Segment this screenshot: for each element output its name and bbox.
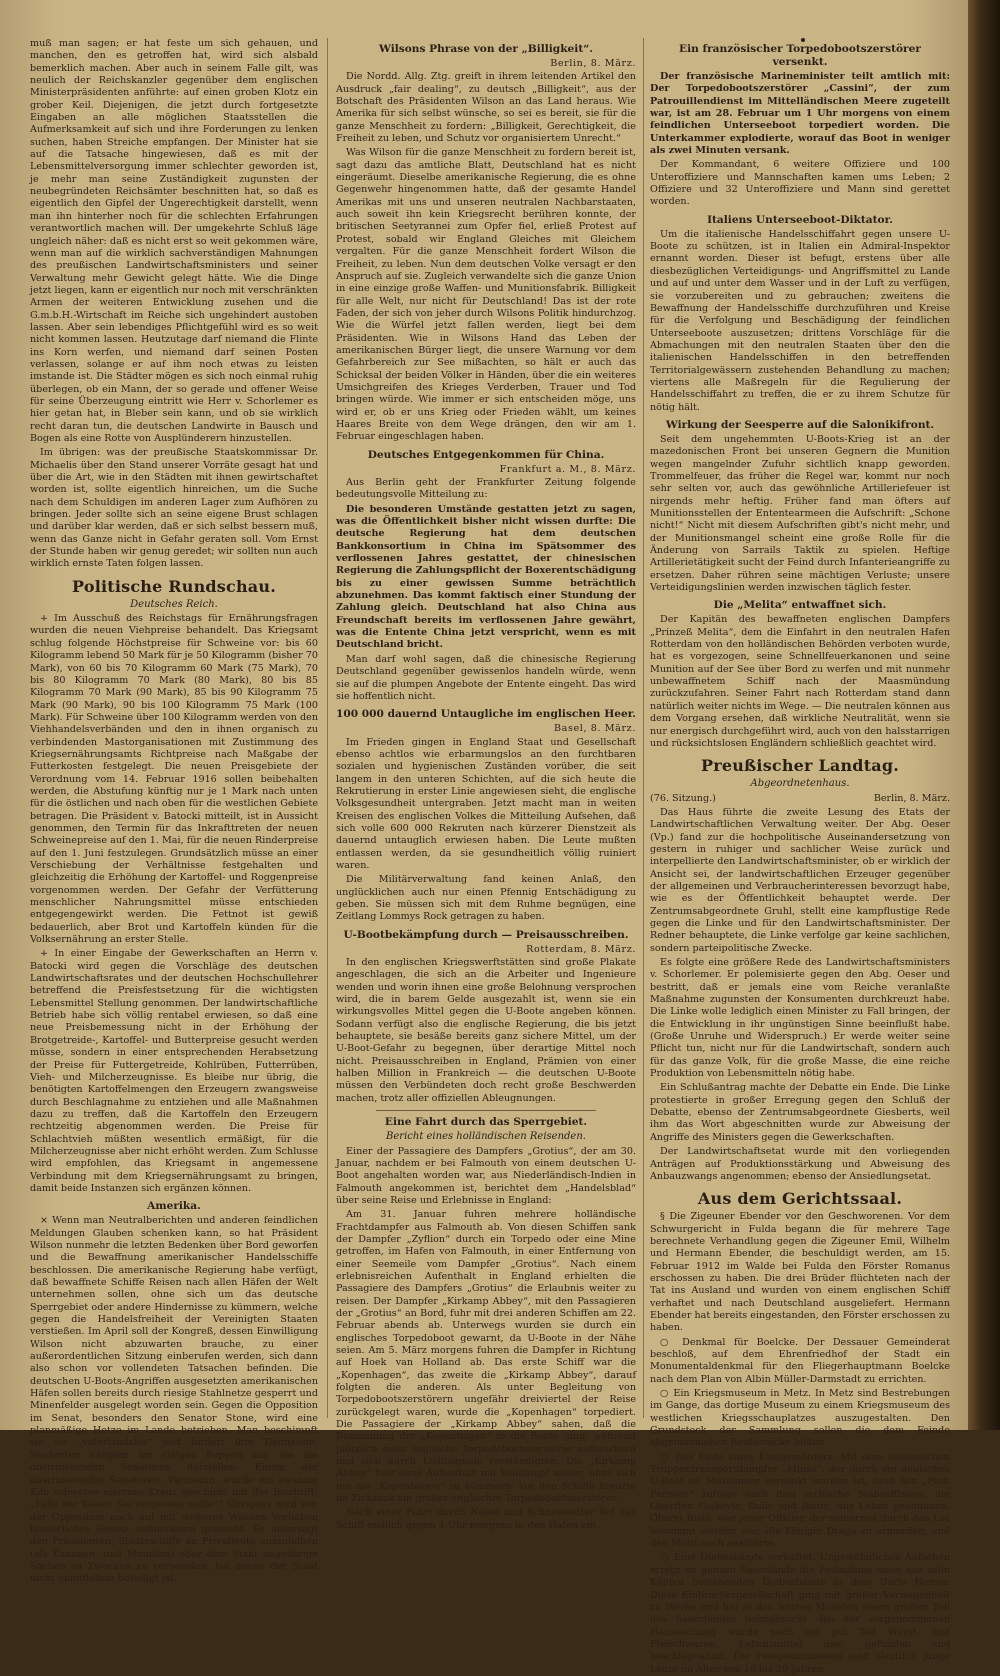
book-binding [968,0,1000,1430]
headline-zerstoerer: Ein französischer Torpedobootszerstörer versenkt. [679,43,921,68]
article-paragraph: Aus Berlin geht der Frankfurter Zeitung folgende bedeutungsvolle Mitteilung zu: [336,477,636,501]
dateline: Basel, 8. März. [554,723,636,735]
column-right [650,38,950,1675]
headline-melita: Die „Melita“ entwaffnet sich. [713,599,887,612]
article-paragraph: Der Kapitän des bewaffneten englischen Dampfers „Prinzeß Melita“, dem die Einfahrt in den neutralen Hafen Rotterdam von den holländischen Behörden verboten wurde, hat es vorgezogen, seine Schnellfeuerkanonen und seine Munition auf der See über Bord zu werfen und mit nunmehr unbewaffnetem Schiff nach der Maasmündung zurückzufahren. Seiner Fahrt nach Rotterdam stand dann natürlich weiter nichts im Wege. — Die neutralen können aus dem Vorgang ersehen, daß wirkliche Neutralität, wenn sie nur energisch durchgeführt wird, auch von den halsstarrigen und rücksichtslosen Engländern schließlich geachtet wird. [650,614,950,749]
section-title-gerichtssaal: Aus dem Gerichtssaal. [697,1189,903,1209]
article-paragraph: Der Kommandant, 6 weitere Offiziere und 100 Unteroffiziere und Mannschaften kamen ums Leben; 2 Offiziere und 32 Unteroffiziere und Mann sind gerettet worden. [650,159,950,208]
subsection-title-amerika: Amerika. [147,1200,201,1213]
session-number: (76. Sitzung.) [650,792,716,804]
dateline: Berlin, 8. März. [550,58,636,69]
article-paragraph: Die besonderen Umstände gestatten jetzt zu sagen, was die Öffentlichkeit bisher nicht wissen durfte: Die deutsche Regierung hat dem deutschen Bankkonsortium in China im Spätsommer des verflossenen Jahres gestattet, der chinesischen Regierung die Zahlungspflicht der Boxerentschädigung bis zu einer gewissen Summe beträchtlich abzunehmen. Das kommt faktisch einer Stundung der Zahlung gleich. Deutschland hat also China aus Freundschaft bereits im verflossenen Jahre gewährt, was die Entente China jetzt verspricht, wenn es mit Deutschland bricht. [336,503,636,651]
article-paragraph: Die Militärverwaltung fand keinen Anlaß, den unglücklichen auch nur einen Pfennig Entschädigung zu geben. Sie müssen sich mit dem Ruhme begnügen, eine Zeitlang Lommys Rock getragen zu haben. [336,874,636,923]
article-lead: Der französische Marineminister teilt amtlich mit: Der Torpedobootszerstörer „Cassini“, der zum Patrouillendienst im Mittelländischen Meere zugeteilt war, ist am 28. Februar um 1 Uhr morgens von einem feindlichen Unterseeboot torpediert worden. Die Unterkammer explodierte, worauf das Boot in weniger als zwei Minuten versank. [650,71,950,157]
article-paragraph: ○ Das Ende eines Königsmörders. Mit dem italienischen Truppentransportdampfer „Minas“, der durch ein deutsches U-Boot im Mittelmeer versenkt worden ist, fand den „Petit Parisien“ zufolge auch drei serbische Stabsoffiziere, die Oberften Gojkovic, Dulic und Ristic, uns Leben gekommen. Oberst Ristic war jener Offizier, der seinerzeit durch das Los bestimmt worden war, die Königin Draga zu ermorden, und den Mord auch ausführte. [650,1451,950,1550]
dateline: Rotterdam, 8. März. [526,943,636,955]
column-left [30,38,318,1585]
section-title-landtag: Preußischer Landtag. [700,756,900,776]
headline-wilson: Wilsons Phrase von der „Billigkeit“. [378,43,593,55]
column-rule [643,38,644,1418]
article-paragraph: + In einer Eingabe der Gewerkschaften an Herrn v. Batocki wird gegen die Vorschläge des deutschen Landwirtschaftsrates und der deutschen Hochschullehrer betreffend die Preisfestsetzung für die wichtigsten Lebensmittel Stellung genommen. Der landwirtschaftliche Betrieb habe sich völlig rentabel erwiesen, so daß eine neue Preisbemessung nicht in der Erhöhung der Brotgetreide-, Kartoffel- und Butterpreise gesucht werden müsse, sondern in einer entsprechenden Herabsetzung der Preise für Futtergetreide, Kohlrüben, Futterrüben, Vieh- und Milcherzeugnisse. Es bleibe nur übrig, die benötigten Kartoffelmengen den Erzeugern zwangsweise durch Beschlagnahme zu entziehen und alle Maßnahmen dazu zu treffen, daß die Kartoffeln den Erzeugern rechtzeitig abgenommen werden. Die Preise für Schlachtvieh müßten wesentlich ermäßigt, für die Milcherzeugnisse aber nicht erhöht werden. Zum Schlusse wird empfohlen, das Kriegsamt in angemessene Verbindung mit dem Kriegsernährungsamt zu bringen, damit beide Instanzen sich ergänzen können. [30,948,318,1194]
article-paragraph: In den englischen Kriegswerftstätten sind große Plakate angeschlagen, die sich an die Arbeiter und Ingenieure wenden und worin ihnen eine große Belohnung versprochen wird, die in barem Gelde ausgezahlt ist, wenn sie ein wirkungsvolles Mittel gegen die U-Boote angeben können. Sodann verfügt also die englische Regierung, die bis jetzt behauptete, sie besäße bereits ganz sichere Mittel, um der U-Boot-Gefahr zu begegnen, über derartige Mittel noch nicht. Preisausschreiben in England, Prämien von einer halben Million in Frankreich — die deutschen U-Boote müssen den Verbündeten doch recht große Beschwerden machen, trotz aller offiziellen Ableugnungen. [336,957,636,1104]
session-line [650,793,950,805]
article-paragraph: Es folgte eine größere Rede des Landwirtschaftsministers v. Schorlemer. Er polemisierte gegen den Abg. Oeser und bestritt, daß er jemals eine vom Reiche veranlaßte Maßnahme zugunsten der Konsumenten durchkreuzt habe. Die Linke wolle lediglich einen Minister zu Fall bringen, der die Entwicklung in ihr ungünstigen Sinne beeinflußt habe. (Große Unruhe und Widerspruch.) Er werde weiter seine Pflicht tun, nicht nur für die Landwirtschaft, sondern auch für das ganze Volk, für die große Masse, die eine reiche Produktion von Lebensmitteln nötig habe. [650,957,950,1080]
article-paragraph: Im übrigen: was der preußische Staatskommissar Dr. Michaelis über den Stand unserer Vorräte gesagt hat und über die Art, wie in den Städten mit ihnen gewirtschaftet worden ist, sollte eigentlich hinreichen, um die Suche nach dem Schuldigen im anderen Lager zum Aufhören zu bringen. Jeder sollte sich an seine eigene Brust schlagen und darüber klar werden, daß er sich selbst bessern muß, wenn das Ganze nicht in Gefahr geraten soll. Vom Ernst der Stunde haben wir genug geredet; wir sollten nun auch wirklich ernste Taten folgen lassen. [30,447,318,570]
article-paragraph: Was Wilson für die ganze Menschheit zu fordern bereit ist, sagt dazu das amtliche Blatt, Deutschland hat es nicht eingeräumt. Dieselbe amerikanische Regierung, die es ohne Gegenwehr hingenommen hatte, daß der gesamte Handel Amerikas mit uns und unseren neutralen Nachbarstaaten, auch soweit ihn kein Kriegsrecht berühren konnte, der britischen Seetyrannei zum Opfer fiel, erließ Protest auf Protest, sobald wir England Gleiches mit Gleichem vergalten. Für die ganze Menschheit fordert Wilson die Freiheit, zu leben. Nun dem deutschen Volke versagt er den Anspruch auf sie. Zugleich verwandelte sich die ganze Union in eine einzige große Waffen- und Munitionsfabrik. Billigkeit für alle Welt, nur nicht für Deutschland! Das ist der rote Faden, der sich von jeher durch Wilsons Politik hindurchzog. Wie die Würfel jetzt fallen werden, liegt bei dem Präsidenten. Wie in Wilsons Hand das Leben der amerikanischen Bürger liegt, die unsere Warnung vor dem Gefahrbereich zur See mißachten, so hält er auch das Schicksal der beiden Völker in Händen, über die ein weiteres Umsichgreifen des Krieges Verderben, Trauer und Tod bringen würde. Wie immer er sich entscheiden möge, uns wird er, ob er uns Krieg oder Frieden wählt, um keines Haares Breite von dem Wege drängen, den wir am 1. Februar eingeschlagen haben. [336,147,636,443]
column-rule [327,38,328,1418]
headline-china: Deutsches Entgegenkommen für China. [367,448,605,461]
headline-italien: Italiens Unterseeboot-Diktator. [707,213,893,226]
article-subtitle: Bericht eines holländischen Reisenden. [386,1131,586,1143]
dateline: Frankfurt a. M., 8. März. [499,463,636,475]
headline-uboot: U-Bootbekämpfung durch — Preisausschreiben. [343,928,629,941]
article-paragraph: § Die Zigeuner Ebender vor den Geschworenen. Vor dem Schwurgericht in Fulda begann die für mehrere Tage berechnete Verhandlung gegen die Zigeuner Emil, Wilhelm und Hermann Ebender, die beschuldigt werden, am 15. Februar 1912 im Walde bei Fulda den Förster Romanus erschossen zu haben. Die drei Brüder flüchteten nach der Tat ins Ausland und wurden von einem englischen Schiff verhaftet und nach Deutschland ausgeliefert. Hermann Ebender hat bereits eingestanden, den Förster erschossen zu haben. [650,1211,950,1334]
article-paragraph: muß man sagen; er hat feste um sich gehauen, und manchen, den es getroffen hat, wird sich alsbald bemerklich machen. Aber auch in seinem Falle gilt, was neulich der Reichskanzler gegenüber dem englischen Ministerpräsidenten anführte: auf einen groben Klotz ein grober Keil. Diejenigen, die jetzt durch fortgesetzte Eingaben an alle möglichen Staatsstellen die Aufmerksamkeit auf sich und ihre Forderungen zu lenken suchen, haben Streiche empfangen. Der Minister hat sie auf die Tatsache hingewiesen, daß es mit der Lebensmittelversorgung immer schlechter geworden ist, je mehr man seine Zuständigkeit zugunsten der neubegründeten Reichsämter beschnitten hat, so daß es eigentlich den Gipfel der Ungerechtigkeit darstellt, wenn man ihn hinterher noch für die schlechten Erfahrungen verantwortlich machen will. Der umgekehrte Schluß läge ungleich näher: daß es nicht erst so weit gekommen wäre, wenn man auf die wirklich sachverständigen Mahnungen des preußischen Landwirtschaftsministers und seiner Verwaltung mehr Gewicht gelegt hätte. Wie die Dinge jetzt liegen, kann er eigentlich nur noch mit verschränkten Armen der weiteren Entwicklung zusehen und die G.m.b.H.-Wirtschaft im Reiche sich ungehindert austoben lassen. Aber sein lebendiges Pflichtgefühl wird es so weit nicht kommen lassen. Heutzutage darf niemand die Flinte ins Korn werfen, und niemand darf seinen Posten verlassen, solange er auf ihm noch etwas zu leisten imstande ist. Die Städter mögen es sich noch einmal ruhig überlegen, ob ein Mann, der so gerade und offener Weise für seine Überzeugung eintritt wie Herr v. Schorlemer es hier getan hat, in Bleber sein kann, und ob sie wirklich recht daran tun, die deutschen Landwirte in Bausch und Bogen als eine Rotte von Ausplünderern hinzustellen. [30,38,318,444]
article-paragraph: Einer der Passagiere des Dampfers „Grotius“, der am 30. Januar, nachdem er bei Falmouth von einem deutschen U-Boot angehalten worden war, aus Niederländisch-Indien in Falmouth angekommen ist, berichtet dem „Handelsblad“ über seine Reise und Erlebnisse in England: [336,1145,636,1206]
column-middle [336,38,636,1531]
article-paragraph: Am 31. Januar fuhren mehrere holländische Frachtdampfer aus Falmouth ab. Von diesen Schiffen sank der Dampfer „Zyflion“ durch ein Torpedo oder eine Mine getroffen, im Hafen von Falmouth, in einer Entfernung von einer Seemeile vom Dampfer „Grotius“. Nach einem erlebnisreichen Aufenthalt in England erhielten die Passagiere des Dampfers „Grotius“ die Erlaubnis weiter zu reisen. Der Dampfer „Kirkamp Abbey“, mit den Passagieren der „Grotius“ an Bord, fuhr mit drei anderen Schiffen am 22. Februar abends ab. Unterwegs wurden sie durch ein englisches Torpedoboot gewarnt, da U-Boote in der Nähe seien. Am 5. März morgens fuhren die Dampfer in Richtung auf Hoek van Holland ab. Das erste Schiff war die „Kopenhagen“, das zweite die „Kirkamp Abbey“, darauf folgten die anderen. Als unter Begleitung von Torpedobootszerstörern ungefähr dreiviertel der Reise zurückgelegt waren, wurde die „Kopenhagen“ torpediert. Die Passagiere der „Kirkamp Abbey“ sahen, daß die Bemannung der „Kopenhagen“ in die Boote ging, während plötzlich neun englische Torpedobootszerstörer auftauchten und sich durch Lichtsignale verständigten. Die „Kirkamp Abbey“ fuhr ohne Aufenthalt mit Volldampf weiter, ohne sich um die „Kopenhagen“ zu kümmern. Vor den Schiffe kreuzte im Zickzack ein großer englischer Torpedobootszerstörer. [336,1209,636,1505]
article-paragraph: Im Frieden gingen in England Staat und Gesellschaft ebenso achtlos wie erbarmungslos an den furchtbaren sozialen und hygienischen Zuständen vorüber, die seit langem in den unteren Schichten, auf die sich heute die Rekrutierung in erster Linie angewiesen sieht, die englische Volksgesundheit untergraben. Jetzt macht man in weiten Kreisen des englischen Volkes die Mitteilung Aufsehen, daß sich volle 600 000 Rekruten nach kürzerer Dienstzeit als dauernd untauglich erwiesen haben. Die Leute mußten entlassen werden, da sie gesundheitlich völlig ruiniert waren. [336,736,636,871]
article-paragraph: Ein Schlußantrag machte der Debatte ein Ende. Die Linke protestierte in großer Erregung gegen den Schluß der Debatte, ebenso der Zentrumsabgeordnete Giesberts, weil ihm das Wort abgeschnitten wurde zur Abweisung der Angriffe des Ministers gegen die Gewerkschaften. [650,1082,950,1143]
article-paragraph: Seit dem ungehemmten U-Boots-Krieg ist an der mazedonischen Front bei unseren Gegnern die Munition wegen mangelnder Zufuhr sichtlich knapp geworden. Trommelfeuer, das früher die Regel war, kommt nur noch sehr selten vor, auch das gewöhnliche Artilleriefeuer ist nirgends mehr heftig. Früher fand man öfters auf Munitionsstellen der Ententearmeen die Aufschrift: „Schone nicht!“ Nicht mit diesem Aufschriften gibt's nicht mehr, und der Munitionsmangel scheint eine große Rolle für die Änderung von Sarrails Taktik zu spielen. Heftige Artillerietätigkeit sucht der Feind durch Infanterieangriffe zu ersetzen. Daher rühren seine mächtigen Verluste; unsere Verteidigungslinien werden inzwischen täglich fester. [650,433,950,594]
article-paragraph: Nach einer Fahrt durch Nebel und Schneewetter lief das Schiff endlich gegen 4 Uhr morgens in den Hafen ein. [336,1507,636,1531]
article-paragraph: × Wenn man Neutralberichten und anderen feindlichen Meldungen Glauben schenken kann, so hat Präsident Wilson nunmehr die letzten Bedenken über Bord geworfen und die Bewaffnung amerikanischer Handelsschiffe beschlossen. Die amerikanische Regierung habe verfügt, daß bewaffnete Schiffe Reisen nach allen Häfen der Welt unternehmen sollen, ohne sich um das deutsche Sperrgebiet oder andere Hindernisse zu kümmern, welche gegen die Handelsfreiheit der Vereinigten Staaten verstießen. Im April soll der Kongreß, dessen Einwilligung Wilson nicht abzuwarten brauche, zu einer außerordentlichen Sitzung einberufen werden, sich dann also schon vor vollendeten Tatsachen befinden. Die deutschen U-Boots-Angriffen ausgesetzten amerikanischen Häfen sollen bereits durch riesige Stahlnetze gesperrt und Minenfelder ausgelegt worden sein. Gegen die Opposition im Senat, besonders den Senator Stone, wird eine planmäßige Hetze im Lande betrieben. Man beschimpft sie als „vaterlandslos“ und fordert ihre Demission. Studenten hängten am Galgen Puppen auf, die die obstruierenden Senatoren darstellen. Einem der obstruierenden Senatoren, Vartmann, wurde ein zwanzig Kilo schweres eisernes Kreuz geschickt mit der Inschrift: „Falls der Kaiser Sie vergessen sollte!“ Übrigens wird von der Opposition noch auf mit weiteres Wilsons Vorhaben hinderliches Gesetz aufmerksam gemacht. Es untersagt den Präsidenten, Staatsschiffe an Privatleute auszuleihen (als Kanonen- und Munition) oder dem Staat angehörige Sachen zu Zwecken zu verwenden, bei denen der Staat nicht unmittelbar beteiligt ist. [30,1215,318,1585]
article-paragraph: Um die italienische Handelsschiffahrt gegen unsere U-Boote zu schützen, ist in Italien ein Admiral-Inspektor ernannt worden. Dieser ist befugt, erstens über alle diesbezüglichen Verteidigungs- und Angriffsmittel zu Lande und auf und unter dem Wasser und in der Luft zu verfügen, sie vorzubereiten und zu gebrauchen; zweitens die Bewaffnung der Handelsschiffe durchzuführen und Kreise für die Verfolgung und Beschädigung der feindlichen Unterseeboote auszusetzen; drittens Vorschläge für die Abmachungen mit den neutralen Staaten über den die italienischen Handelsschiffen in den betreffenden Territorialgewässern zustehenden Behandlung zu machen; viertens alle Maßregeln für die Regulierung der Handelsschiffahrt zu treffen, die er zu ihrem Schutze für nötig hält. [650,228,950,413]
headline-untaugliche: 100 000 dauernd Untaugliche im englischen Heer. [336,708,636,721]
section-title-rundschau: Politische Rundschau. [72,576,276,596]
article-paragraph: ○ Ein Kriegsmuseum in Metz. In Metz sind Bestrebungen im Gange, das dortige Museum zu einem Kriegsmuseum des westlichen Kriegsschauplatzes auszugestalten. Den Grundstock der Sammlung sollen die dem Feinde abgenommenen Beutestücke bilden. [650,1388,950,1449]
article-paragraph: Die Nordd. Allg. Ztg. greift in ihrem leitenden Artikel den Ausdruck „fair dealing“, zu deutsch „Billigkeit“, aus der Botschaft des Präsidenten Wilson an das Land heraus. Wie Amerika für sich selbst wünsche, so sei es bereit, sie für die ganze Menschheit zu fordern: „Billigkeit, Gerechtigkeit, die Freiheit zu leben, und Schutz vor organisiertem Unrecht.“ [336,71,636,145]
article-paragraph: + Im Ausschuß des Reichstags für Ernährungsfragen wurden die neuen Viehpreise behandelt. Das Kriegsamt schlug folgende Höchstpreise für Schweine vor: bis 60 Kilogramm lebend 50 Mark für je 50 Kilogramm (bisher 70 Mark), von 60 bis 70 Kilogramm 60 Mark (75 Mark), 70 bis 80 Kilogramm 70 Mark (80 Mark), 80 bis 85 Kilogramm 70 Mark (90 Mark), 85 bis 90 Kilogramm 75 Mark (90 Mark), 90 bis 100 Kilogramm 75 Mark (100 Mark). Für Schweine über 100 Kilogramm werden von den Viehhandelsverbänden und den in ihnen organisch zu verbindenden Mastorganisationen mit Zustimmung des Kriegsernährungsamts Richtpreise nach Maßgabe der Futterkosten festgelegt. Die neuen Preisgebiete der Verordnung vom 14. Februar 1916 sollen beibehalten werden, die Abstufung künftig nur je 1 Mark nach unten für die östlichen und nach oben für die westlichen Gebiete betragen. Die Präsident v. Batocki mitteilt, ist in Aussicht genommen, den Termin für das Inkrafttreten der neuen Schweinepreise auf den 1. Mai, für die neuen Rinderpreise auf den 1. Juni festzulegen. Grundsätzlich müsse an einer Verschiebung der Verhältnisse festgehalten und gleichzeitig die Erhöhung der Kartoffel- und Roggenpreise vorgenommen werden. Der Gefahr der Verfütterung menschlicher Nahrungsmittel müsse entschieden entgegengewirkt werden. Die Fettnot ist gewiß bedauerlich, aber Brot und Kartoffeln künden für die Volksernährung an erster Stelle. [30,613,318,946]
article-paragraph: Der Landwirtschaftsetat wurde mit den vorliegenden Anträgen auf Produktionsstärkung und Abweisung des Anbauzwangs angenommen; ebenso der Ansiedlungsetat. [650,1146,950,1182]
divider [376,1110,596,1111]
subsection-title-abgeordnetenhaus: Abgeordnetenhaus. [750,778,850,790]
subsection-title-reich: Deutsches Reich. [130,598,218,610]
article-paragraph: ○ Eine Diebesbande verhaftet. Ungewöhnliches Aufsehen erregt im ganzen Sauerlande die Festnahme einer aus zehn Köpfen bestehenden Diebesbande in dem Dorfe Hemer. Diese Einbrechergesellschaft ging mit großer Verwegenheit zu Werke und hat in den letzten Monaten einen großen Teil des Sauerlandes heimgesucht. Bei der vorgenommenen Haussuchung wurde noch ein gut Teil Wurst- und Fleischwaren, Lebensmittel usw. gefunden und beschlagnahmt. Die Festgenommenen sind sämtlich junge Leute im Alter von 16 bis 20 Jahren. [650,1552,950,1675]
article-paragraph: Das Haus führte die zweite Lesung des Etats der Landwirtschaftlichen Verwaltung weiter. Der Abg. Oeser (Vp.) fand zur die hochpolitische Auseinandersetzung von gestern in ruhiger und sachlicher Weise zurück und interpellierte den Landwirtschaftsminister, ob er wirklich der Ansicht sei, der landwirtschaftlichen Erzeuger gegenüber der allgemeinen und Verbraucherinteressen bevorzugt habe, wie es der Öffentlichkeit behauptet werde. Der Zentrumsabgeordnete Gruhl, stellt eine kampflustige Rede gegen die Linke und für den Landwirtschaftsminister. Der Redner behauptete, die Linke verfolge gar keine sachlichen, sondern parteipolitische Zwecke. [650,806,950,954]
headline-fahrt: Eine Fahrt durch das Sperrgebiet. [384,1116,588,1129]
article-paragraph: Man darf wohl sagen, daß die chinesische Regierung Deutschland gegenüber gewissenlos handeln würde, wenn sie auf die plumpen Angebote der Entente eingeht. Das wird sie hoffentlich nicht. [336,653,636,702]
dateline: Berlin, 8. März. [873,792,950,804]
article-paragraph: ○ Denkmal für Boelcke. Der Dessauer Gemeinderat beschloß, auf dem Ehrenfriedhof der Stadt ein Monumentaldenkmal für den Fliegerhauptmann Boelcke nach dem Plan von Albin Müller-Darmstadt zu errichten. [650,1336,950,1385]
headline-saloniki: Wirkung der Seesperre auf die Salonikifront. [665,418,935,431]
